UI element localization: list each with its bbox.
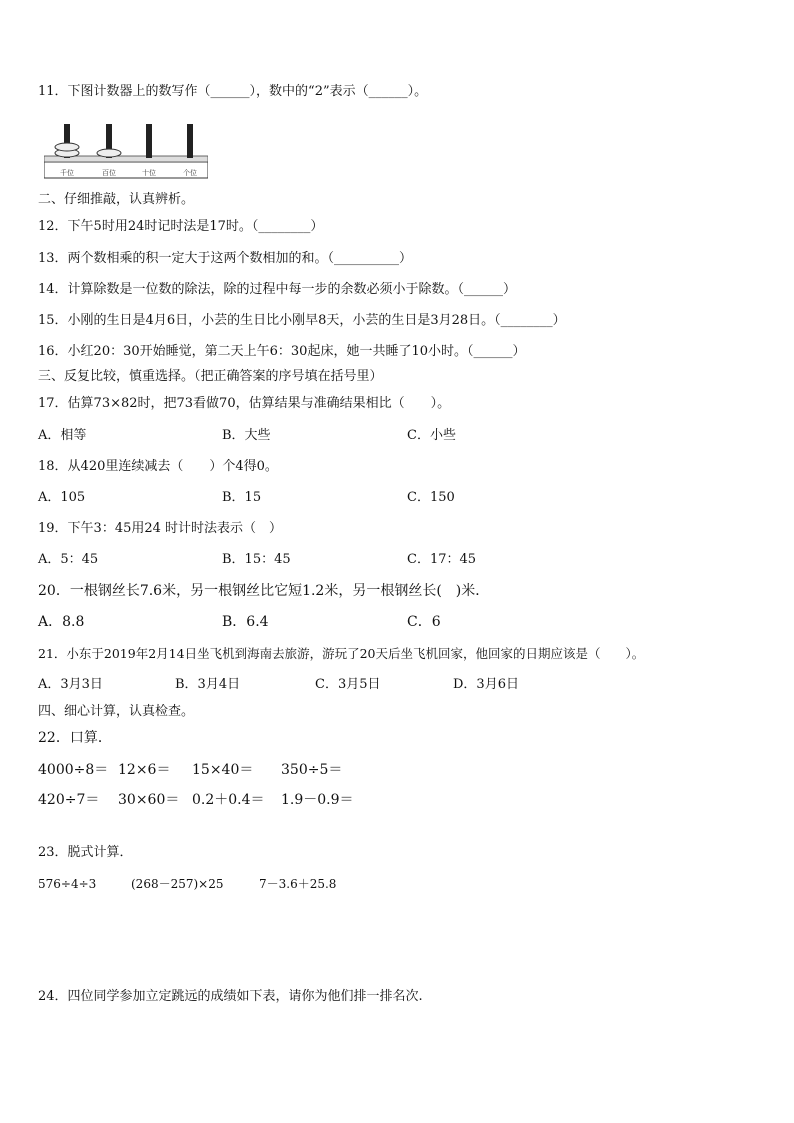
question-21: 21．小东于2019年2月14日坐飞机到海南去旅游，游玩了20天后坐飞机回家，他回家的日期应该是（ ）。: [38, 646, 645, 661]
label-thousands: 千位: [60, 169, 74, 177]
question-19: 19．下午3：45用24 时计时法表示（ ）: [38, 521, 283, 536]
q19-option-c: C．17：45: [407, 552, 477, 567]
q18-option-b: B．15: [222, 490, 262, 505]
q21-option-a: A．3月3日: [38, 677, 103, 692]
step-calc-2: (268－257)×25: [131, 877, 224, 891]
label-hundreds: 百位: [102, 169, 116, 177]
section-3-title: 三、反复比较，慎重选择。（把正确答案的序号填在括号里）: [38, 369, 383, 384]
q20-option-b: B．6.4: [222, 614, 269, 630]
question-16: 16．小红20：30开始睡觉，第二天上午6：30起床，她一共睡了10小时。（______）: [38, 344, 526, 359]
step-calc-3: 7－3.6＋25.8: [259, 877, 337, 891]
q20-option-a: A．8.8: [38, 614, 85, 630]
oral-calc-3: 15×40＝: [192, 762, 254, 778]
question-12: 12．下午5时用24时记时法是17时。（________）: [38, 219, 324, 234]
q20-option-c: C．6: [407, 614, 441, 630]
oral-calc-2: 12×6＝: [118, 762, 171, 778]
q21-option-b: B．3月4日: [175, 677, 241, 692]
question-23: 23．脱式计算．: [38, 845, 133, 860]
section-4-title: 四、细心计算，认真检查。: [38, 704, 195, 719]
q18-option-c: C．150: [407, 490, 455, 505]
thousands-beads: [55, 143, 79, 157]
q18-option-a: A．105: [38, 490, 86, 505]
oral-calc-5: 420÷7＝: [38, 792, 100, 808]
q19-option-a: A．5：45: [38, 552, 99, 567]
oral-calc-4: 350÷5＝: [281, 762, 343, 778]
hundreds-beads: [97, 149, 121, 157]
oral-calc-7: 0.2＋0.4＝: [192, 792, 265, 808]
section-2-title: 二、仔细推敲，认真辨析。: [38, 192, 195, 207]
question-13: 13．两个数相乘的积一定大于这两个数相加的和。（__________）: [38, 251, 413, 266]
question-20: 20．一根钢丝长7.6米，另一根钢丝比它短1.2米，另一根钢丝长( )米．: [38, 583, 490, 599]
question-18: 18．从420里连续减去（ ）个4得0。: [38, 459, 278, 474]
q21-option-d: D．3月6日: [453, 677, 519, 692]
oral-calc-8: 1.9－0.9＝: [281, 792, 354, 808]
label-tens: 十位: [142, 169, 156, 177]
label-ones: 个位: [183, 169, 197, 177]
oral-calc-1: 4000÷8＝: [38, 762, 109, 778]
q17-option-b: B．大些: [222, 428, 271, 443]
q21-option-c: C．3月5日: [315, 677, 381, 692]
q17-option-c: C．小些: [407, 428, 456, 443]
question-15: 15．小刚的生日是4月6日，小芸的生日比小刚早8天，小芸的生日是3月28日。（________）: [38, 313, 566, 328]
question-24: 24．四位同学参加立定跳远的成绩如下表，请你为他们排一排名次.: [38, 989, 423, 1004]
abacus-figure: [44, 120, 208, 182]
step-calc-1: 576÷4÷3: [38, 877, 97, 891]
oral-calc-6: 30×60＝: [118, 792, 180, 808]
q17-option-a: A．相等: [38, 428, 87, 443]
q19-option-b: B．15：45: [222, 552, 291, 567]
question-22: 22．口算．: [38, 730, 112, 746]
question-14: 14．计算除数是一位数的除法，除的过程中每一步的余数必须小于除数。（______）: [38, 282, 517, 297]
question-11: 11．下图计数器上的数写作（______），数中的“2”表示（______）。: [38, 84, 428, 99]
question-17: 17．估算73×82时，把73看做70，估算结果与准确结果相比（ ）。: [38, 396, 451, 411]
